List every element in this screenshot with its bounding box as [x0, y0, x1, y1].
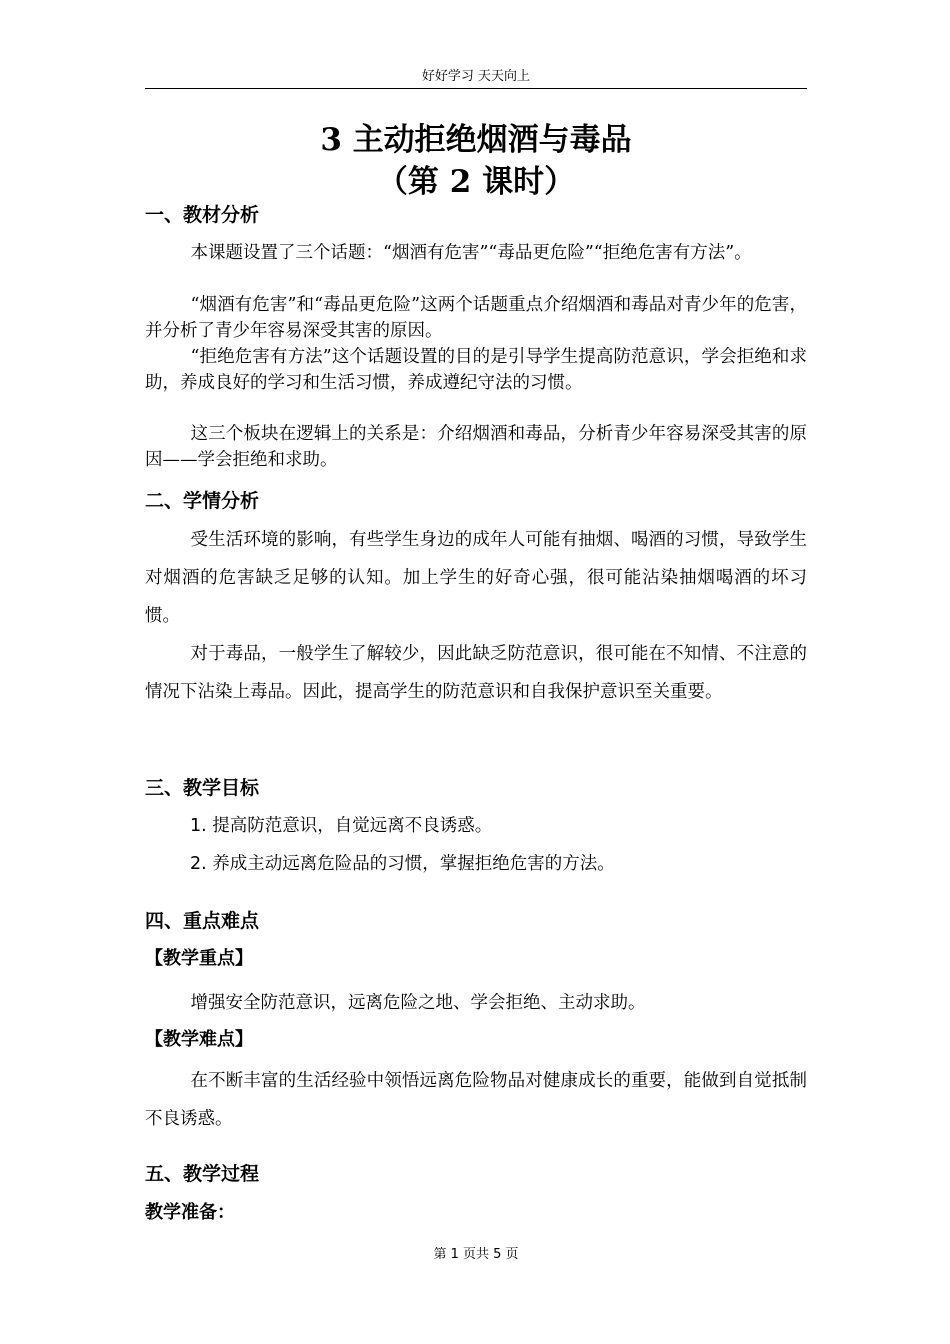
section-heading-goals: 三、教学目标: [145, 777, 260, 799]
document-title: 3 主动拒绝烟酒与毒品: [320, 122, 632, 158]
preparation-label: 教学准备：: [145, 1202, 235, 1223]
students-paragraph-2: 对于毒品，一般学生了解较少，因此缺乏防范意识，很可能在不知情、不注意的情况下沾染上毒品。因此，提高学生的防范意识和自我保护意识至关重要。: [145, 644, 807, 702]
page-footer: 第 1 页共 5 页: [433, 1247, 519, 1262]
document-subtitle: （第 2 课时）: [376, 164, 576, 200]
section-heading-students: 二、学情分析: [145, 490, 260, 512]
analysis-paragraph-1: 本课题设置了三个话题：“烟酒有危害”“毒品更危险”“拒绝危害有方法”。: [190, 243, 752, 263]
section-heading-process: 五、教学过程: [145, 1163, 260, 1185]
header-rule: [145, 88, 807, 89]
focus-label: 【教学重点】: [145, 948, 253, 969]
focus-text: 增强安全防范意识，远离危险之地、学会拒绝、主动求助。: [190, 993, 646, 1013]
analysis-paragraph-4: 这三个板块在逻辑上的关系是：介绍烟酒和毒品，分析青少年容易深受其害的原因——学会拒绝和求助。: [145, 424, 807, 470]
goal-item-2: 2. 养成主动远离危险品的习惯，掌握拒绝危害的方法。: [190, 854, 615, 874]
students-paragraph-1: 受生活环境的影响，有些学生身边的成年人可能有抽烟、喝酒的习惯，导致学生对烟酒的危害缺乏足够的认知。加上学生的好奇心强，很可能沾染抽烟喝酒的坏习惯。: [145, 530, 807, 626]
analysis-paragraph-2: “烟酒有危害”和“毒品更危险”这两个话题重点介绍烟酒和毒品对青少年的危害，并分析了青少年容易深受其害的原因。: [145, 295, 807, 341]
goal-item-1: 1. 提高防范意识，自觉远离不良诱惑。: [190, 816, 493, 836]
difficulty-text: 在不断丰富的生活经验中领悟远离危险物品对健康成长的重要，能做到自觉抵制不良诱惑。: [145, 1071, 807, 1129]
section-heading-analysis: 一、教材分析: [145, 204, 260, 226]
analysis-paragraph-3: “拒绝危害有方法”这个话题设置的目的是引导学生提高防范意识，学会拒绝和求助，养成良好的学习和生活习惯，养成遵纪守法的习惯。: [145, 347, 807, 393]
section-heading-keypoints: 四、重点难点: [145, 910, 260, 932]
page-header: 好好学习 天天向上: [421, 69, 531, 84]
difficulty-label: 【教学难点】: [145, 1029, 253, 1050]
